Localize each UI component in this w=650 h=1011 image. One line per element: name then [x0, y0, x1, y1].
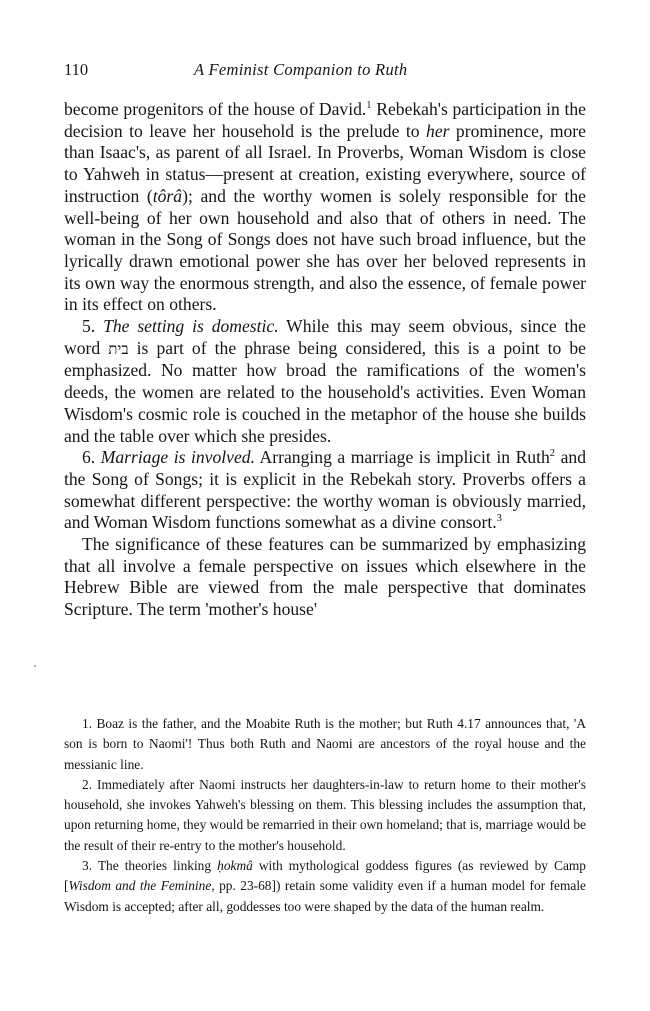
footnote-text: pp. 23-68]) retain some validity even if a human model for female Wisdom is accepted; after all, goddesses too were shaped by the data of the human realm. — [64, 878, 586, 914]
paragraph-significance: The significance of these features can be summarized by emphasizing that all involve a female perspective on issues which elsewhere in the Hebrew Bible are viewed from the male perspective that dominates Scripture. The term 'mother's house' — [64, 534, 586, 620]
paragraph-marriage — [64, 447, 586, 534]
page-number: 110 — [64, 60, 89, 79]
text-run: Rebekah's participation in the decision to leave her household is the prelude to — [64, 99, 586, 141]
footnote-1 — [64, 714, 586, 775]
footnote-reference-3: 3 — [496, 513, 502, 525]
page-header — [64, 60, 586, 84]
book-page — [64, 60, 586, 914]
paragraph-progenitors — [64, 99, 586, 316]
item-number: 5. — [82, 316, 104, 337]
paragraph-setting-domestic — [64, 316, 586, 447]
footnote-reference-1: 1 — [366, 100, 372, 112]
footnote-2 — [64, 775, 586, 856]
running-title: A Feminist Companion to Ruth — [194, 60, 408, 79]
text-run: While this may seem obvious, since the word — [64, 316, 586, 358]
footnote-number: 2. — [82, 776, 93, 792]
book-title: Wisdom and the Feminine, — [68, 878, 215, 894]
text-run: is part of the phrase being considered, this is a point to be emphasized. No matter how broad the ramifications of the women's deeds, the women are related to the household's activities. Even Woman Wisdom's cosmic role is couched in the metaphor of the house she builds and the table over which she presides. — [64, 337, 586, 446]
item-heading: Marriage is involved. — [100, 447, 255, 468]
text-run: ); and the worthy women is solely responsible for the well-being of her own household and also that of others in need. The woman in the Song of Songs does not have such broad influence, but the lyrically drawn emotional power she has over her beloved represents in its own way the enormous strength, and also the essence, of female power in its effect on others. — [64, 185, 586, 315]
footnote-text: The theories linking — [92, 858, 218, 874]
footnote-number: 1. — [82, 716, 93, 731]
item-number: 6. — [82, 447, 101, 468]
emphasis-her: her — [426, 120, 450, 141]
item-heading: The setting is domestic. — [103, 316, 279, 337]
footnotes — [64, 714, 586, 917]
text-run: become progenitors of the house of David. — [64, 99, 367, 119]
text-run: and the Song of Songs; it is explicit in the Rebekah story. Proverbs offers a somewhat different perspective: the worthy woman is obviously married, and Woman Wisdom functions somewhat as a divine consort. — [64, 447, 586, 533]
footnote-text: Boaz is the father, and the Moabite Ruth is the mother; but Ruth 4.17 announces that, 'A son is born to Naomi'! Thus both Ruth and Naomi are ancestors of the royal house and the messianic line. — [64, 716, 586, 772]
footnote-text: Immediately after Naomi instructs her daughters-in-law to return home to their mother's household, she invokes Yahweh's blessing on them. This blessing includes the assumption that, upon returning home, they would be remarried in their own homeland; that is, marriage would be the result of their re-entry to the mother's household. — [64, 776, 586, 853]
footnote-3 — [64, 856, 586, 917]
main-text — [64, 99, 586, 621]
text-run: prominence, more than Isaac's, as parent of all Israel. In Proverbs, Woman Wisdom is close to Yahweh in status—present at creation, existing everywhere, source of instruction ( — [64, 120, 586, 206]
hebrew-word: בית — [108, 339, 129, 358]
scan-speck — [34, 665, 36, 667]
transliteration-tora: tôrâ — [152, 185, 183, 206]
footnote-number: 3. — [82, 858, 93, 874]
text-run: Arranging a marriage is implicit in Ruth — [254, 447, 550, 468]
footnote-text: with mythological goddess figures (as reviewed by Camp [ — [64, 858, 586, 894]
transliteration-hokma: ḥokmâ — [217, 858, 253, 874]
footnote-reference-2: 2 — [549, 448, 556, 460]
